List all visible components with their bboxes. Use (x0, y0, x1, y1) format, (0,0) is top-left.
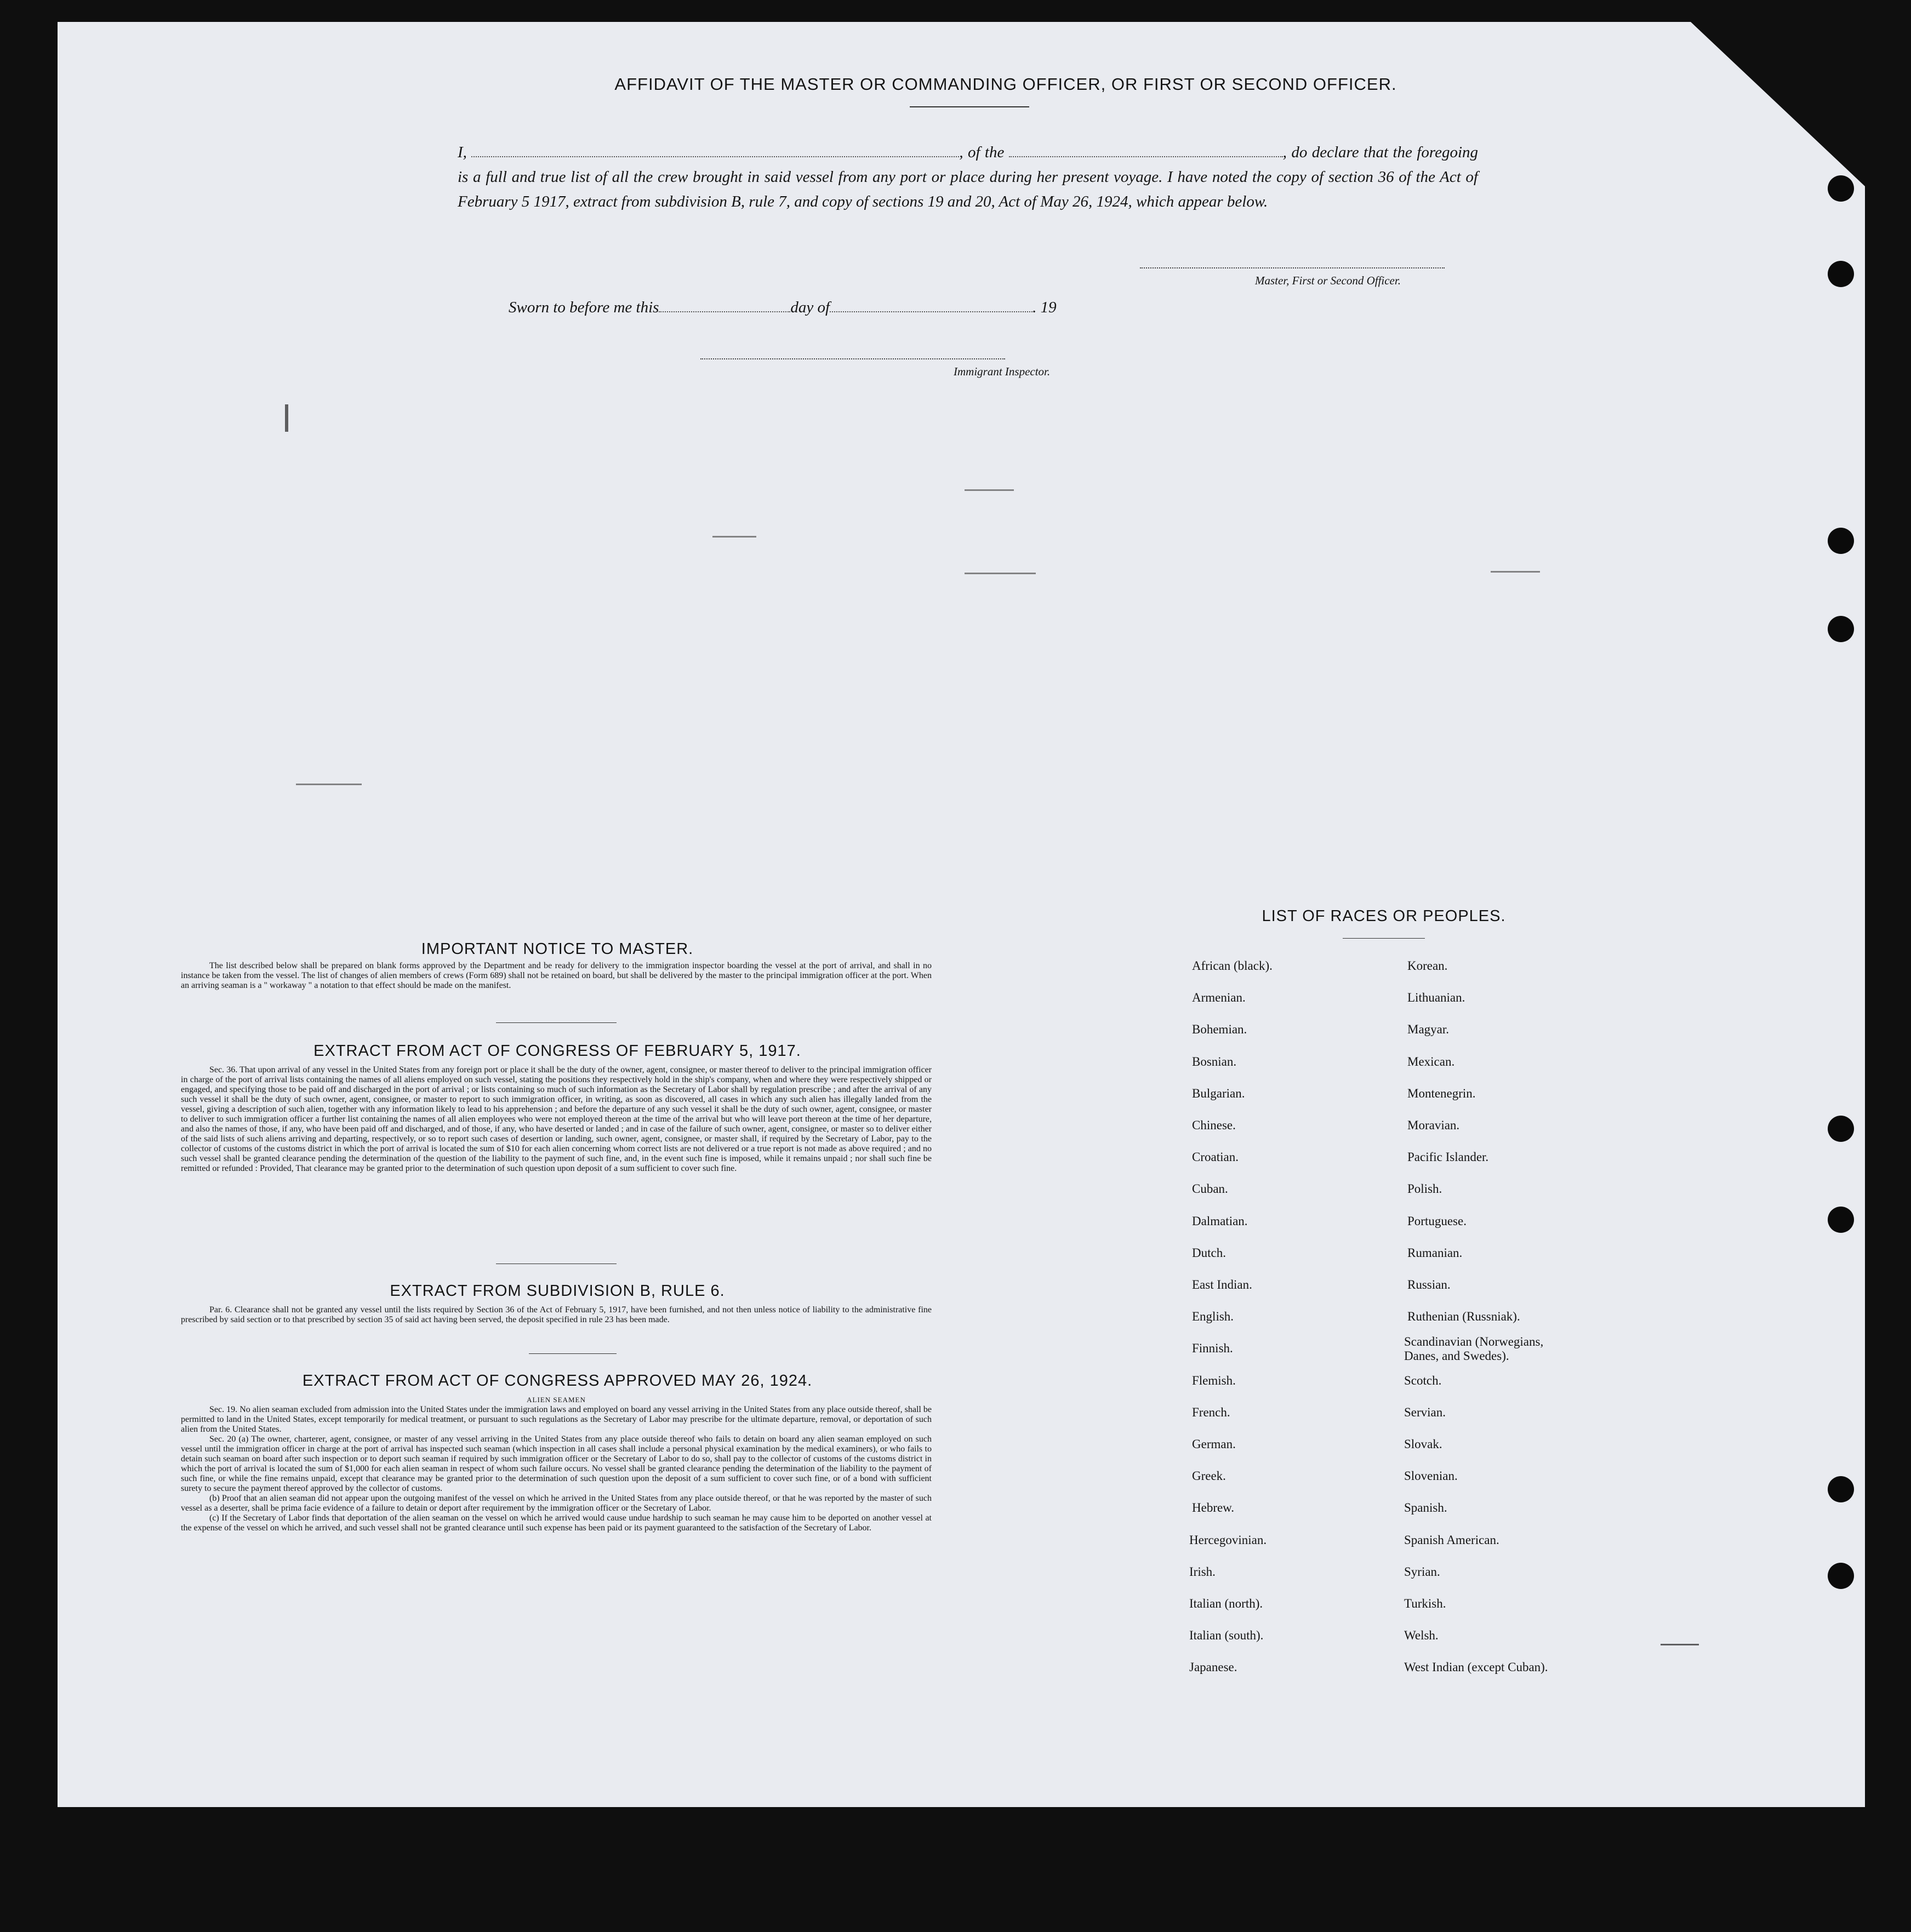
race-item: Russian. (1407, 1278, 1451, 1291)
scan-smudge (296, 784, 362, 785)
alien-seamen-subtitle: ALIEN SEAMEN (527, 1396, 586, 1404)
race-item: Hebrew. (1192, 1501, 1235, 1515)
race-item: Hercegovinian. (1189, 1533, 1267, 1547)
extract-1924-para: (b) Proof that an alien seaman did not appear upon the outgoing manifest of the vessel on which he arrived in the United States from any place outside thereof, or that he was reported by the master of such vessel as a deserter, shall be prima facie evidence of a failure to detain or deport after requirement by the immigration officer or the Secretary of Labor. (181, 1494, 932, 1513)
declaration-paragraph (458, 140, 1478, 214)
races-underline (1343, 938, 1425, 939)
race-item: Montenegrin. (1407, 1086, 1476, 1100)
punch-hole (1828, 528, 1854, 554)
race-item: Bohemian. (1192, 1022, 1247, 1037)
day-blank[interactable] (659, 298, 790, 312)
name-blank[interactable] (471, 143, 959, 157)
race-item: Servian. (1404, 1405, 1446, 1419)
declaration-i: I, (458, 144, 467, 161)
races-title: LIST OF RACES OR PEOPLES. (1262, 907, 1506, 925)
race-item: Cuban. (1192, 1182, 1228, 1196)
notice-body (181, 961, 932, 991)
race-item: East Indian. (1192, 1278, 1252, 1291)
race-item: Syrian. (1404, 1564, 1440, 1579)
affidavit-title: AFFIDAVIT OF THE MASTER OR COMMANDING OFFICER, OR FIRST OR SECOND OFFICER. (614, 75, 1397, 94)
scan-smudge (1661, 1644, 1699, 1645)
notice-title: IMPORTANT NOTICE TO MASTER. (421, 940, 694, 958)
punch-hole (1828, 1476, 1854, 1502)
race-item: French. (1192, 1405, 1230, 1419)
punch-hole (1828, 175, 1854, 202)
race-item: Croatian. (1192, 1150, 1239, 1164)
race-item: African (black). (1192, 959, 1273, 973)
race-item: Ruthenian (Russniak). (1407, 1310, 1520, 1324)
extract-1924-para: Sec. 20 (a) The owner, charterer, agent, consignee, or master of any vessel arriving in the United States from any place outside thereof who fails to detain on board any alien seaman employed on such vessel until the immigration officer in charge at the port of arrival has inspected such seaman (which inspection in all cases shall include a personal physical examination by the medical examiners), or who fails to detain such seaman on board after such inspection or to deport such seaman if required by such immigration officer or the Secretary of Labor to do so, shall pay to the collector of customs of the customs district in which the port of arrival is located the sum of $1,000 for each alien seaman in respect of whom such failure occurs. No vessel shall be granted clearance pending the determination of the liability to the payment of such fine, or while the fine remains unpaid, except that clearance may be granted prior to the determination of such question upon the deposit of a sum sufficient to cover such fine, or of a bond with sufficient surety to secure the payment thereof approved by the collector of customs. (181, 1434, 932, 1493)
race-item: Korean. (1407, 959, 1448, 973)
punch-hole (1828, 1116, 1854, 1142)
inspector-signature-line[interactable] (700, 358, 1005, 359)
rule6-body (181, 1305, 932, 1325)
master-label: Master, First or Second Officer. (1255, 274, 1401, 287)
race-item: Flemish. (1192, 1373, 1236, 1387)
declaration-of-the: , of the (959, 144, 1005, 161)
scan-smudge (712, 536, 756, 538)
race-item: Armenian. (1192, 991, 1246, 1005)
race-item: Dutch. (1192, 1245, 1226, 1260)
sworn-prefix: Sworn to before me this (509, 299, 659, 316)
extract-1924-para: Sec. 19. No alien seaman excluded from admission into the United States under the immigration laws and employed on board any vessel arriving in the United States from any place outside thereof, shall be permitted to land in the United States, except temporarily for medical treatment, or pursuant to such regulations as the Secretary of Labor may prescribe for the ultimate departure, removal, or deportation of such alien from the United States. (181, 1405, 932, 1434)
race-item: Rumanian. (1407, 1245, 1463, 1260)
race-item: Welsh. (1404, 1628, 1439, 1643)
race-item: Dalmatian. (1192, 1214, 1248, 1228)
race-item: West Indian (except Cuban). (1404, 1660, 1548, 1674)
extract-1917-text: Sec. 36. That upon arrival of any vessel in the United States from any foreign port or place it shall be the duty of the owner, agent, consignee, or master thereof to deliver to the principal immigration officer in charge of the port of arrival lists containing the names of all aliens employed on such vessel, stating the positions they respectively hold in the ship's company, when and where they were respectively shipped or engaged, and specifying those to be paid off and discharged in the port of arrival ; or lists containing so much of such information as the Secretary of Labor shall by regulation prescribe ; and after the arrival of any such vessel it shall be the duty of such owner, agent, consignee, or master to report to such immigration officer, in writing, as soon as discovered, all cases in which any such alien has illegally landed from the vessel, giving a description of such alien, together with any information likely to lead to his apprehension ; and before the departure of any such vessel it shall be the duty of such owner, agent, consignee, or master to deliver to such immigration officer a further list containing the names of all alien employees who were not employed thereon at the time of the arrival but who will leave port thereon at the time of her departure, and also the names of those, if any, who have been paid off and discharged, and of those, if any, who have deserted or landed ; and in case of the failure of such owner, agent, consignee, or master so to deliver either of the said lists of such aliens arriving and departing, respectively, or so to report such cases of desertion or landing, such owner, agent, consignee, or master shall, if required by the Secretary of Labor, pay to the collector of customs of the customs district in which the port of arrival is located the sum of $10 for each alien concerning whom correct lists are not delivered or a true report is not made as above required ; and no such vessel shall be granted clearance pending the determination of the question of the liability to the payment of such fine, and, in the event such fine is imposed, while it remains unpaid ; nor shall such fine be remitted or refunded : Provided, That clearance may be granted prior to the determination of such question upon deposit of a sum sufficient to cover such fine. (181, 1065, 932, 1173)
notice-text: The list described below shall be prepared on blank forms approved by the Department and be ready for delivery to the immigration inspector boarding the vessel at the port of arrival, and shall in no instance be taken from the vessel. The list of changes of alien members of crews (Form 689) shall not be retained on board, but shall be delivered by the master to the principal immigration officer at the port. When an arriving seaman is a " workaway " a notation to that effect should be made on the manifest. (181, 961, 932, 990)
race-item: Scotch. (1404, 1373, 1442, 1387)
race-item: German. (1192, 1437, 1236, 1451)
inspector-label: Immigrant Inspector. (954, 365, 1051, 378)
race-item: Slovenian. (1404, 1469, 1458, 1483)
scan-smudge (965, 489, 1014, 491)
sworn-year: . 19 (1032, 299, 1057, 316)
race-item: Italian (south). (1189, 1628, 1264, 1643)
extract-1924-title: EXTRACT FROM ACT OF CONGRESS APPROVED MAY 26, 1924. (302, 1372, 813, 1390)
vessel-blank[interactable] (1009, 143, 1283, 157)
rule6-title: EXTRACT FROM SUBDIVISION B, RULE 6. (390, 1282, 725, 1300)
race-item: Polish. (1407, 1182, 1442, 1196)
divider (496, 1022, 617, 1023)
extract-1917-title: EXTRACT FROM ACT OF CONGRESS OF FEBRUARY 5, 1917. (313, 1042, 801, 1060)
scan-smudge (285, 404, 288, 432)
punch-hole (1828, 261, 1854, 287)
punch-hole (1828, 1563, 1854, 1589)
race-item: Italian (north). (1189, 1597, 1263, 1610)
month-blank[interactable] (830, 298, 1032, 312)
race-item: English. (1192, 1310, 1234, 1324)
declaration-body: that the foregoing is a full and true list of all the crew brought in said vessel from any port or place during her present voyage. I have noted the copy of section 36 of the Act of February 5 1917, extract from subdivision B, rule 7, and copy of sections 19 and 20, Act of May 26, 1924, which appear below. (458, 144, 1479, 210)
race-item: Japanese. (1189, 1660, 1237, 1674)
race-item: Finnish. (1192, 1341, 1233, 1356)
race-item: Moravian. (1407, 1118, 1460, 1132)
race-item: Pacific Islander. (1407, 1150, 1489, 1164)
race-item: Turkish. (1404, 1597, 1446, 1610)
race-item: Chinese. (1192, 1118, 1236, 1132)
title-underline (910, 106, 1029, 107)
race-item: Irish. (1189, 1564, 1216, 1579)
race-item: Magyar. (1407, 1022, 1450, 1037)
extract-1924-para: (c) If the Secretary of Labor finds that deportation of the alien seaman on the vessel on which he arrived would cause undue hardship to such seaman he may cause him to be deported on another vessel at the expense of the vessel on which he arrived, and such vessel shall not be granted clearance until such expense has been paid or its payment guaranteed to the satisfaction of the Secretary of Labor. (181, 1513, 932, 1533)
extract-1917-body (181, 1065, 932, 1174)
race-item: Greek. (1192, 1469, 1226, 1483)
master-signature-line[interactable] (1140, 267, 1445, 268)
divider (529, 1353, 617, 1354)
race-item: Slovak. (1404, 1437, 1442, 1451)
rule6-text: Par. 6. Clearance shall not be granted any vessel until the lists required by Section 36 of the Act of February 5, 1917, have been furnished, and not then unless notice of liability to the administrative fine prescribed by said section or to that prescribed by section 35 of said act having been served, the deposit specified in rule 23 has been made. (181, 1305, 932, 1324)
race-item: Spanish. (1404, 1501, 1447, 1515)
extract-1924-body (181, 1395, 932, 1533)
punch-hole (1828, 616, 1854, 642)
race-item: Bulgarian. (1192, 1086, 1245, 1100)
document-page (58, 22, 1865, 1807)
scan-smudge (965, 573, 1036, 574)
sworn-line (509, 298, 1057, 317)
race-item: Portuguese. (1407, 1214, 1467, 1228)
race-item: Mexican. (1407, 1054, 1455, 1068)
race-item: Lithuanian. (1407, 991, 1465, 1005)
race-item: Spanish American. (1404, 1533, 1499, 1547)
race-item: Bosnian. (1192, 1054, 1237, 1068)
race-item: Scandinavian (Norwegians, Danes, and Swedes). (1404, 1335, 1544, 1363)
declaration-do-declare: , do declare (1282, 144, 1359, 161)
scan-smudge (1491, 571, 1540, 573)
sworn-day-of: day of (790, 299, 830, 316)
punch-hole (1828, 1207, 1854, 1233)
